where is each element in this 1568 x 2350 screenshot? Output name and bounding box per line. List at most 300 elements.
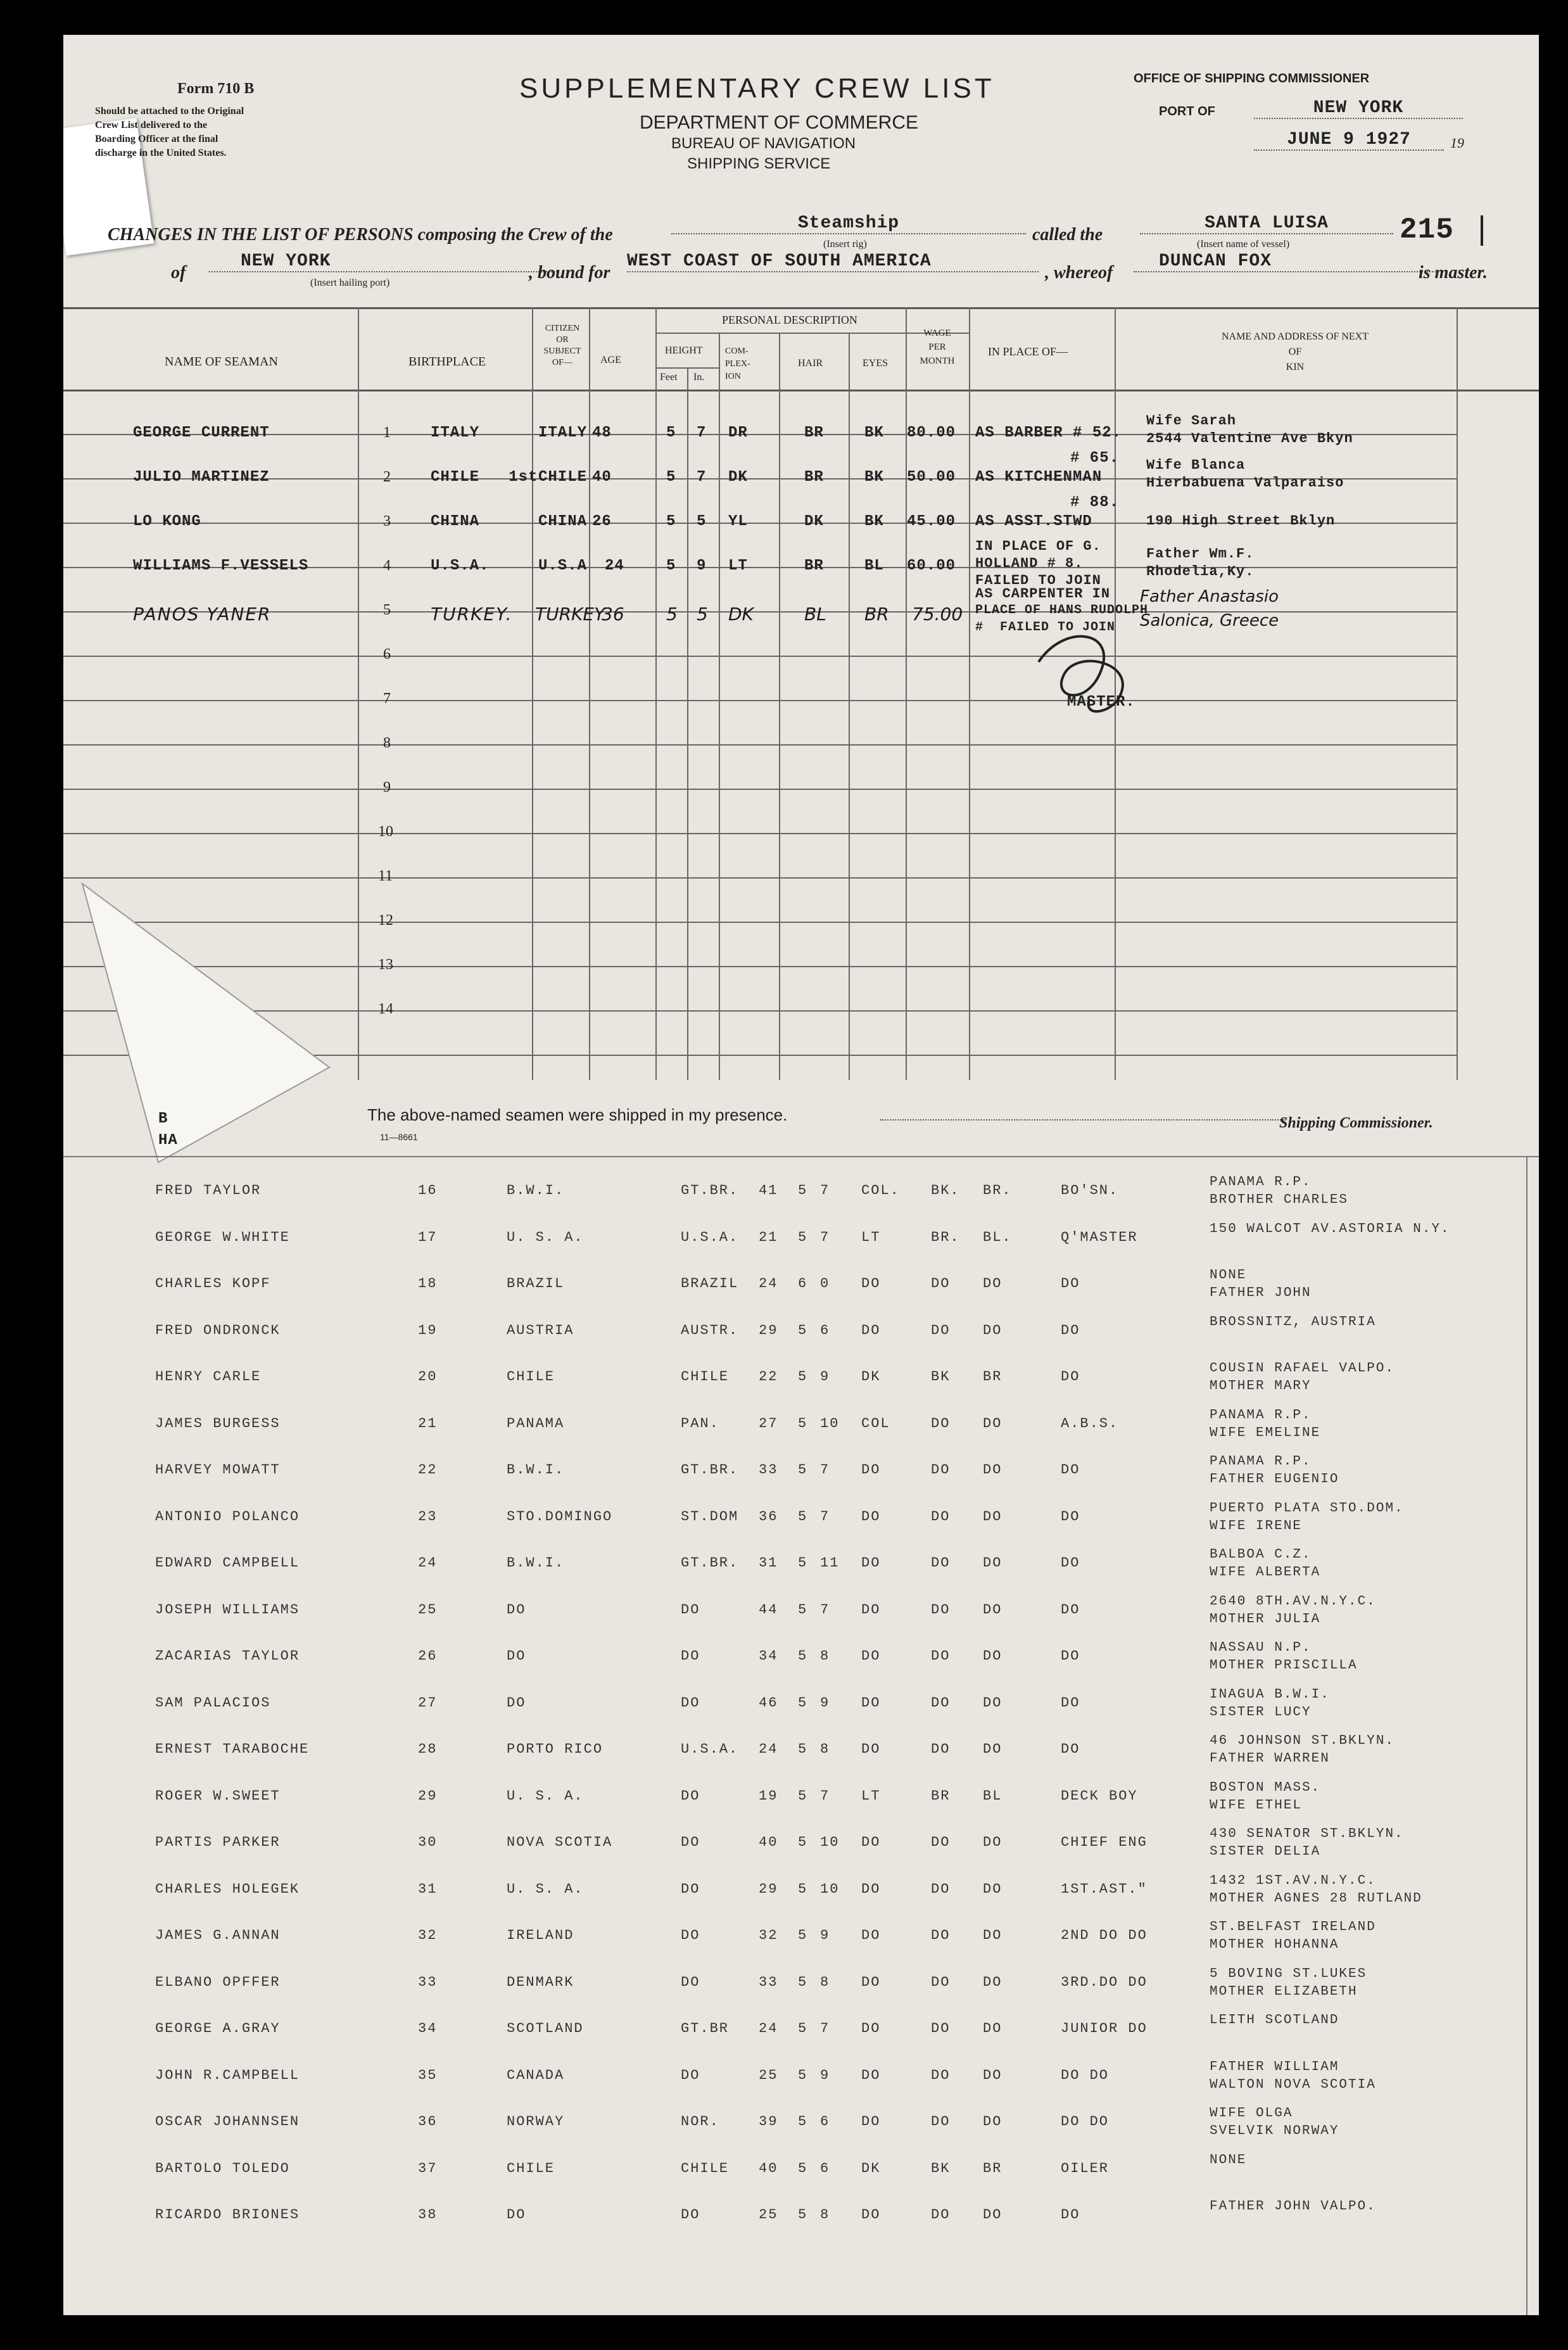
row-number: 16 [418,1183,438,1198]
col-header-hair: HAIR [798,358,823,369]
height-feet: 5 [666,469,676,486]
is-master-label: is master. [1419,263,1488,283]
birthplace: B.W.I. [507,1462,565,1478]
kin-line-2: FATHER JOHN [1210,1286,1312,1300]
kin-line-1: PANAMA R.P. [1210,1454,1312,1469]
row-number: 2 [383,469,391,485]
complexion: DO [861,1741,881,1757]
birthplace: DO [507,2207,526,2223]
citizen: CHILE [681,1369,730,1385]
height-feet: 5 [798,1648,808,1664]
seaman-name: GEORGE CURRENT [133,424,270,441]
seaman-name: JAMES BURGESS [155,1415,281,1432]
age: 48 [592,424,612,441]
row-number: 25 [418,1601,438,1618]
kin-line-2: SVELVIK NORWAY [1210,2124,1339,2138]
height-inches: 9 [820,2067,830,2083]
kin-line-1: 5 BOVING ST.LUKES [1210,1966,1367,1981]
crew-list-document [63,35,1539,2315]
birthplace: TURKEY. [431,604,513,625]
complexion: DK [861,2160,881,2176]
complexion: DO [861,2067,881,2083]
height-inches: 7 [820,1229,830,1245]
height-inches: 7 [820,1462,830,1478]
col-rule-right [1457,307,1458,1080]
kin-line-2: WIFE ETHEL [1210,1798,1303,1813]
hair: DO [931,2207,951,2223]
eyes: BK [864,469,884,486]
kin-line-1: 2640 8TH.AV.N.Y.C. [1210,1594,1376,1609]
kin-line-2: WIFE IRENE [1210,1518,1303,1534]
birthplace: PANAMA [507,1415,565,1432]
eyes: DO [983,1741,1002,1757]
complexion: LT [861,1229,881,1245]
kin-line-1: 46 JOHNSON ST.BKLYN. [1210,1734,1395,1748]
col-rule-comp [719,333,720,1080]
age: 26 [592,513,612,530]
citizen: DO [681,1928,700,1943]
kin-line-1: ST.BELFAST IRELAND [1210,1920,1376,1934]
complexion: COL. [861,1183,900,1198]
col-header-eyes: EYES [863,358,888,369]
bureau: BUREAU OF NAVIGATION [671,135,856,152]
eyes: BK [864,513,884,530]
age: 36 [602,604,624,625]
citizen: BRAZIL [681,1276,739,1292]
height-inches: 6 [820,2114,830,2130]
birthplace: CHINA [431,513,480,530]
row-number: 28 [418,1741,438,1757]
complexion: DO [861,1974,881,1990]
cut-off-row-marker: B [158,1110,168,1127]
kin-line-2: WIFE ALBERTA [1210,1565,1321,1580]
row-number: 13 [378,956,393,973]
page-number: 215 [1400,213,1454,246]
age: 25 [759,2067,778,2083]
date-value: JUNE 9 1927 [1254,130,1444,151]
row-number: 19 [418,1322,438,1338]
row-number: 14 [378,1001,393,1017]
called-label: called the [1032,225,1103,245]
col-header-name: NAME OF SEAMAN [165,355,278,369]
height-inches: 7 [697,424,707,441]
height-feet: 5 [798,1369,808,1385]
height-feet: 5 [798,2114,808,2130]
rating: BO'SN. [1061,1183,1119,1198]
row-number: 35 [418,2067,438,2083]
col-rule-feet [655,307,657,1080]
in-place-number: # 65. [1070,450,1120,467]
rating: 3RD.DO DO [1061,1974,1148,1990]
row-number: 37 [418,2160,438,2176]
height-inches: 7 [820,1183,830,1198]
attach-note: Should be attached to the Original Crew List delivered to the Boarding Officer at the final discharge in the United States. [95,106,244,158]
height-inches: 11 [820,1555,840,1571]
col-header-feet: Feet [660,372,678,383]
complexion: DO [861,1694,881,1711]
eyes: DO [983,1648,1002,1664]
seaman-name: GEORGE A.GRAY [155,2021,281,2036]
citizen: DO [681,1881,700,1897]
row-rule [63,833,1457,834]
commissioner-label: Shipping Commissioner. [1279,1115,1433,1131]
col-header-inplace: IN PLACE OF— [988,345,1068,358]
complexion: DO [861,1508,881,1525]
seaman-name: CHARLES HOLEGEK [155,1881,300,1897]
kin-line-2: BROTHER CHARLES [1210,1193,1349,1207]
citizen: CHILE [538,469,588,486]
rating: DO [1061,1508,1080,1525]
kin-line-2: FATHER EUGENIO [1210,1472,1339,1487]
kin-line-1: 430 SENATOR ST.BKLYN. [1210,1827,1404,1841]
hair: DK [804,513,824,530]
rating: OILER [1061,2160,1110,2176]
age: 41 [759,1183,778,1198]
row-number: 10 [378,823,393,840]
kin-line-2: 2544 Valentine Ave Bkyn [1146,431,1353,447]
port-label: PORT OF [1159,105,1215,118]
citizen: CHINA [538,513,588,530]
height-inches: 9 [820,1928,830,1943]
office-label: OFFICE OF SHIPPING COMMISSIONER [1134,72,1370,86]
name-hint: (Insert name of vessel) [1197,239,1290,250]
age: 36 [759,1508,778,1525]
eyes: DO [983,1322,1002,1338]
hair: DO [931,1974,951,1990]
seaman-name: ROGER W.SWEET [155,1788,281,1804]
citizen: CHILE [681,2160,730,2176]
height-inches: 8 [820,1648,830,1664]
height-feet: 5 [798,1834,808,1850]
seaman-name: ERNEST TARABOCHE [155,1741,310,1757]
height-feet: 5 [798,2207,808,2223]
height-inches: 9 [820,1369,830,1385]
wage: 80.00 [907,424,956,441]
rating: DO [1061,2207,1080,2223]
kin-line-2: Salonica, Greece [1140,611,1279,630]
height-feet: 5 [798,2067,808,2083]
kin-line-1: BOSTON MASS. [1210,1780,1321,1795]
kin-line-1: PANAMA R.P. [1210,1175,1312,1190]
service: SHIPPING SERVICE [687,155,831,172]
rating: DO DO [1061,2114,1110,2130]
hailing-port: NEW YORK [209,251,557,272]
row-rule [63,789,1457,790]
height-feet: 5 [798,1601,808,1618]
hair: DO [931,1928,951,1943]
hair: DO [931,1322,951,1338]
birthplace: DENMARK [507,1974,574,1990]
kin-line-1: Father Wm.F. [1146,546,1255,562]
citizen: DO [681,2207,700,2223]
complexion: LT [728,557,748,575]
citizen: U.S.A. [681,1741,739,1757]
vessel-rig: Steamship [671,213,1026,234]
rating: CHIEF ENG [1061,1834,1148,1850]
eyes: DO [983,1694,1002,1711]
eyes: BL [983,1788,1002,1804]
eyes: DO [983,1508,1002,1525]
eyes: DO [983,1555,1002,1571]
eyes: DO [983,1834,1002,1850]
height-inches: 7 [820,1508,830,1525]
birthplace: AUSTRIA [507,1322,574,1338]
year-suffix: 19 [1450,135,1464,151]
col-header-inches: In. [693,372,705,383]
citizen: ST.DOM [681,1508,739,1525]
kin-line-1: BROSSNITZ, AUSTRIA [1210,1314,1376,1330]
hailing-hint: (Insert hailing port) [310,277,390,288]
citizen: AUSTR. [681,1322,739,1338]
col-header-birthplace: BIRTHPLACE [408,355,486,369]
complexion: LT [861,1788,881,1804]
col-rule-eyes [849,333,850,1080]
kin-line-1: FATHER WILLIAM [1210,2059,1339,2074]
age: 39 [759,2114,778,2130]
rating: DO DO [1061,2067,1110,2083]
age: 29 [759,1322,778,1338]
col-header-complexion: COM- PLEX- ION [725,346,750,381]
form-reference: 11—8661 [380,1132,418,1142]
age: 46 [759,1694,778,1711]
complexion: DK [728,469,748,486]
cut-off-row-marker: HA [158,1132,178,1149]
eyes: DO [983,1601,1002,1618]
citizen: GT.BR. [681,1183,739,1198]
height-feet: 5 [798,1928,808,1943]
age: 40 [592,469,612,486]
hair: BR [804,557,824,575]
row-number: 20 [418,1369,438,1385]
birthplace: B.W.I. [507,1183,565,1198]
wage: 75.00 [912,604,963,625]
row-number: 12 [378,912,393,929]
height-feet: 5 [798,1508,808,1525]
age: 29 [759,1881,778,1897]
citizen: DO [681,1694,700,1711]
whereof-label: , whereof [1045,263,1113,283]
height-inches: 7 [820,1601,830,1618]
eyes: DO [983,2114,1002,2130]
complexion: DK [728,604,754,625]
complexion: DO [861,1322,881,1338]
height-inches: 5 [697,513,707,530]
height-feet: 5 [798,1415,808,1432]
height-inches: 8 [820,1974,830,1990]
row-number: 3 [383,513,391,530]
row-number: 1 [383,424,391,441]
complexion: DO [861,2021,881,2036]
row-number: 18 [418,1276,438,1292]
rating: DO [1061,1648,1080,1664]
height-feet: 5 [798,1229,808,1245]
in-place-of: AS ASST.STWD [975,513,1092,530]
citizen: DO [681,1788,700,1804]
col-rule-hair [779,333,780,1080]
row-number: 21 [418,1415,438,1432]
in-place-of: IN PLACE OF G. [975,538,1101,554]
age: 19 [759,1788,778,1804]
master-label: MASTER. [1067,694,1135,711]
birthplace: BRAZIL [507,1276,565,1292]
age: 40 [759,2160,778,2176]
height-feet: 5 [798,1788,808,1804]
hair: DO [931,2021,951,2036]
complexion: DR [728,424,748,441]
row-number: 7 [383,690,391,707]
birthplace: SCOTLAND [507,2021,584,2036]
seaman-name: ZACARIAS TAYLOR [155,1648,300,1664]
wage: 45.00 [907,513,956,530]
kin-line-1: NONE [1210,1268,1247,1283]
height-inches: 7 [697,469,707,486]
hair: DO [931,1508,951,1525]
kin-line-1: 1432 1ST.AV.N.Y.C. [1210,1873,1376,1888]
height-feet: 5 [798,1694,808,1711]
height-inches: 9 [697,557,707,575]
height-feet: 5 [798,1462,808,1478]
col-rule-citizen [532,307,533,1080]
master-name: DUNCAN FOX [1134,251,1438,272]
rating: DO [1061,1276,1080,1292]
col-rule-inches [687,367,688,1080]
age: 44 [759,1601,778,1618]
birthplace: U. S. A. [507,1788,584,1804]
height-inches: 6 [820,2160,830,2176]
hair: DO [931,1555,951,1571]
birthplace: STO.DOMINGO [507,1508,613,1525]
rating: DECK BOY [1061,1788,1138,1804]
birthplace: CHILE [507,1369,555,1385]
complexion: DO [861,2114,881,2130]
kin-line-1: Father Anastasio [1140,587,1279,606]
rating: DO [1061,1369,1080,1385]
hair: BR [804,424,824,441]
kin-line-2: MOTHER MARY [1210,1379,1312,1394]
citizen: DO [681,2067,700,2083]
rating: DO [1061,1322,1080,1338]
kin-line-2: MOTHER AGNES 28 RUTLAND [1210,1891,1422,1906]
birthplace: DO [507,1694,526,1711]
height-inches: 9 [820,1694,830,1711]
eyes: BR [864,604,889,625]
col-rule-age [589,307,590,1080]
in-place-of: AS KITCHENMAN [975,469,1103,486]
wage: 60.00 [907,557,956,575]
eyes: DO [983,1928,1002,1943]
complexion: DO [861,1881,881,1897]
in-place-line-3: # FAILED TO JOIN [975,620,1116,635]
height-inches: 6 [820,1322,830,1338]
row-number: 33 [418,1974,438,1990]
hair: BK [931,2160,951,2176]
table-top-border [63,307,1539,309]
kin-line-2: MOTHER ELIZABETH [1210,1984,1358,1999]
complexion: DO [861,1648,881,1664]
row-number: 6 [383,646,391,663]
seaman-name: SAM PALACIOS [155,1694,271,1711]
citizen: GT.BR. [681,1462,739,1478]
department: DEPARTMENT OF COMMERCE [640,112,919,133]
col-header-age: AGE [600,355,621,365]
birthplace: PORTO RICO [507,1741,604,1757]
row-number: 29 [418,1788,438,1804]
seaman-name: PANOS YANER [133,604,272,625]
row-number: 31 [418,1881,438,1897]
seaman-name: OSCAR JOHANNSEN [155,2114,300,2130]
birthplace: U. S. A. [507,1229,584,1245]
kin-line-1: Wife Blanca [1146,457,1246,473]
eyes: DO [983,2067,1002,2083]
complexion: DK [861,1369,881,1385]
kin-line-1: 190 High Street Bklyn [1146,513,1336,529]
height-feet: 5 [666,604,678,625]
age: 33 [759,1974,778,1990]
seaman-name: FRED ONDRONCK [155,1322,281,1338]
kin-line-2: WALTON NOVA SCOTIA [1210,2077,1376,2092]
kin-line-1: WIFE OLGA [1210,2106,1293,2121]
kin-line-2: WIFE EMELINE [1210,1425,1321,1440]
citizen: TURKEY [535,604,605,625]
age: 33 [759,1462,778,1478]
kin-line-1: LEITH SCOTLAND [1210,2013,1339,2028]
birthplace: CANADA [507,2067,565,2083]
row-number: 36 [418,2114,438,2130]
complexion: DO [861,2207,881,2223]
hair: BR. [931,1229,960,1245]
height-feet: 5 [798,2160,808,2176]
seaman-name: HARVEY MOWATT [155,1462,281,1478]
wage: 50.00 [907,469,956,486]
citizen: PAN. [681,1415,719,1432]
hair: DO [931,1648,951,1664]
seaman-name: WILLIAMS F.VESSELS [133,557,309,575]
form-number: Form 710 B [177,80,255,97]
eyes: DO [983,1462,1002,1478]
eyes: BR [983,2160,1002,2176]
rating: DO [1061,1601,1080,1618]
header-bottom-border [63,390,1539,391]
seaman-name: EDWARD CAMPBELL [155,1555,300,1571]
kin-line-1: NASSAU N.P. [1210,1641,1312,1655]
height-inches: 8 [820,1741,830,1757]
hair: DO [931,1415,951,1432]
height-feet: 5 [666,513,676,530]
age: 24 [759,1276,778,1292]
in-place-of: AS BARBER # 52. [975,424,1122,441]
hair: DO [931,1694,951,1711]
eyes: DO [983,2021,1002,2036]
seaman-name: JAMES G.ANNAN [155,1928,281,1943]
seaman-name: ANTONIO POLANCO [155,1508,300,1525]
height-feet: 5 [798,2021,808,2036]
row-number: 32 [418,1928,438,1943]
folded-paper-flap [76,877,342,1169]
kin-line-1: INAGUA B.W.I. [1210,1687,1330,1702]
height-inches: 8 [820,2207,830,2223]
in-place-number: # 88. [1070,494,1120,511]
kin-line-1: FATHER JOHN VALPO. [1210,2199,1376,2214]
col-rule-inplace [969,307,970,1080]
row-number: 11 [378,868,393,884]
kin-line-2: FATHER WARREN [1210,1751,1330,1766]
height-inches: 10 [820,1881,840,1897]
col-rule-wage [906,307,907,1080]
height-feet: 5 [798,1322,808,1338]
birthplace: CHILE [507,2160,555,2176]
seaman-name: CHARLES KOPF [155,1276,271,1292]
birthplace: B.W.I. [507,1555,565,1571]
